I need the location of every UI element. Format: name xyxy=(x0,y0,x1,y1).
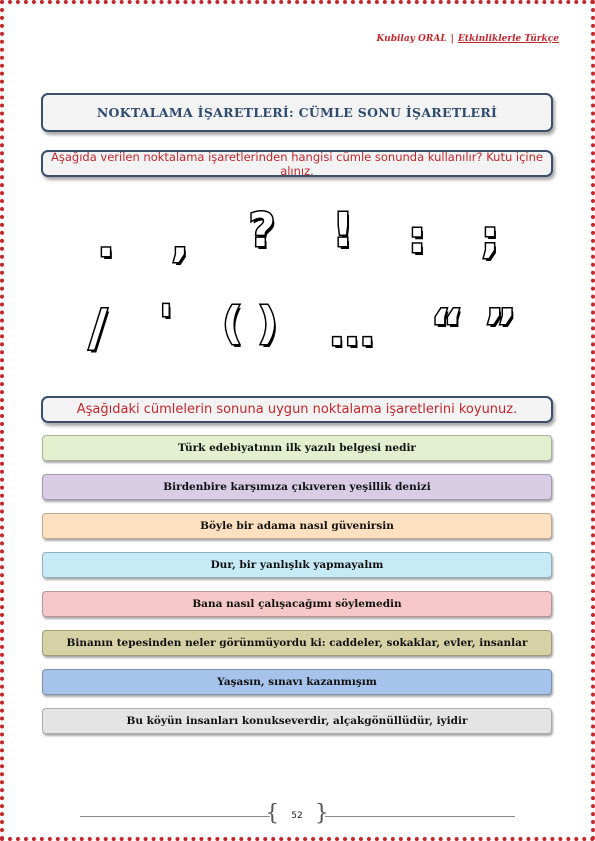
sentence-2[interactable]: Birdenbire karşımıza çıkıveren yeşillik denizi xyxy=(42,474,552,500)
footer-rule-left xyxy=(80,816,270,817)
page-title: NOKTALAMA İŞARETLERİ: CÜMLE SONU İŞARETLERİ xyxy=(41,93,553,132)
question-mark[interactable]: ? xyxy=(248,203,276,257)
sentence-3[interactable]: Böyle bir adama nasıl güvenirsin xyxy=(42,513,552,539)
question-1-instruction: Aşağıda verilen noktalama işaretlerinden hangisi cümle sonunda kullanılır? Kutu içine alınız. xyxy=(41,150,553,177)
page-number xyxy=(265,801,329,827)
footer-rule-right xyxy=(325,816,515,817)
period-mark[interactable]: . xyxy=(97,216,115,267)
page-header xyxy=(377,34,559,44)
open-quote-mark[interactable]: “ xyxy=(430,299,464,357)
header-separator: | xyxy=(450,34,454,44)
ellipsis-mark[interactable]: ... xyxy=(329,309,375,355)
sentence-6[interactable]: Binanın tepesinden neler görünmüyordu ki: caddeler, sokaklar, evler, insanlar xyxy=(42,630,552,656)
semicolon-mark[interactable]: ; xyxy=(481,212,499,263)
parentheses-mark[interactable]: ( ) xyxy=(222,298,278,349)
header-author: Kubilay ORAL xyxy=(376,34,447,44)
sentence-8[interactable]: Bu köyün insanları konukseverdir, alçakgönüllüdür, iyidir xyxy=(42,708,552,734)
close-quote-mark[interactable]: ” xyxy=(483,299,517,357)
apostrophe-mark[interactable]: ' xyxy=(159,296,173,347)
sentence-1[interactable]: Türk edebiyatının ilk yazılı belgesi nedir xyxy=(42,435,552,461)
colon-mark[interactable]: : xyxy=(408,212,426,263)
header-subtitle: Etkinliklerle Türkçe xyxy=(457,34,559,44)
question-2-instruction: Aşağıdaki cümlelerin sonuna uygun noktalama işaretlerini koyunuz. xyxy=(41,396,553,423)
comma-mark[interactable]: , xyxy=(171,216,189,267)
exclamation-mark[interactable]: ! xyxy=(332,203,354,257)
sentence-4[interactable]: Dur, bir yanlışlık yapmayalım xyxy=(42,552,552,578)
right-brace-icon: } xyxy=(314,801,329,826)
left-brace-icon: { xyxy=(265,801,280,826)
page-number-text: 52 xyxy=(291,811,303,821)
slash-mark[interactable]: / xyxy=(88,299,108,357)
sentence-7[interactable]: Yaşasın, sınavı kazanmışım xyxy=(42,669,552,695)
sentence-5[interactable]: Bana nasıl çalışacağımı söylemedin xyxy=(42,591,552,617)
